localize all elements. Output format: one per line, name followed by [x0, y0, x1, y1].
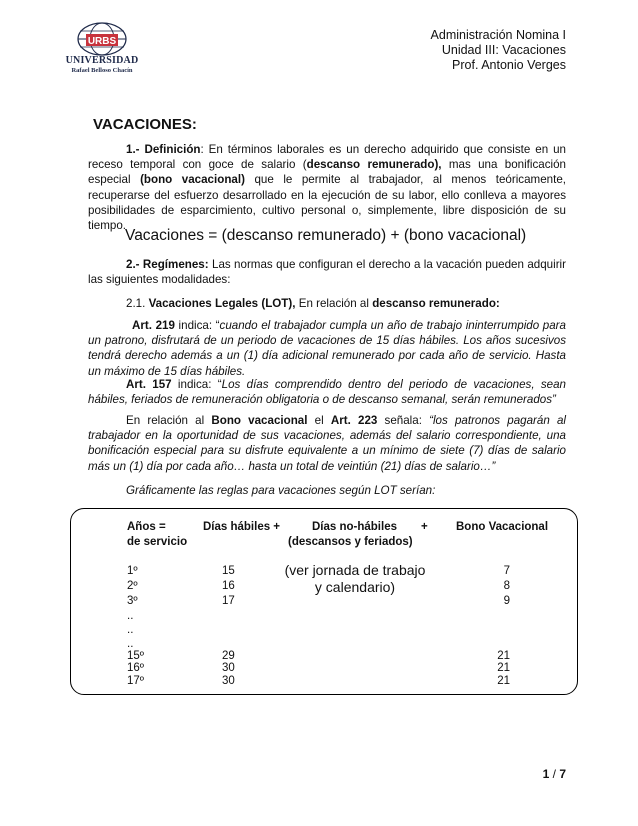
- unit-name: Unidad III: Vacaciones: [441, 43, 566, 57]
- cell-working-days: 30: [222, 675, 235, 687]
- legal-vacations-paragraph: [88, 296, 566, 311]
- header-nonworking-days: Días no-hábiles: [312, 521, 397, 533]
- header-info: [431, 28, 566, 73]
- text-run: indica: “: [171, 378, 222, 391]
- header-years-line2: de servicio: [127, 536, 188, 548]
- cell-year: ..: [127, 638, 134, 650]
- cell-bonus: 7: [503, 565, 510, 577]
- bold-run: descanso remunerado),: [306, 158, 442, 172]
- svg-text:URBS: URBS: [87, 36, 117, 47]
- bold-run: (bono vacacional): [140, 173, 245, 187]
- article-ref: Art. 157: [126, 378, 172, 391]
- text-run: indica: “: [174, 319, 220, 332]
- page-total: 7: [559, 767, 566, 781]
- cell-working-days: 30: [222, 662, 235, 674]
- page-current: 1: [542, 767, 550, 781]
- header-nonworking-sub: (descansos y feriados): [288, 536, 413, 548]
- logo-text-name: Rafael Belloso Chacín: [71, 67, 133, 74]
- page-number: [543, 767, 566, 781]
- text-run: Las normas que configuran el derecho a la vacación pueden adquirir las siguientes modalidades:: [88, 258, 566, 287]
- text-run: En relación al: [126, 414, 212, 427]
- page-separator: /: [549, 767, 560, 781]
- text-run: mas una bonificación especial: [88, 158, 566, 187]
- bonus-paragraph: [88, 413, 566, 474]
- quote-run: “los patronos pagarán al trabajador en la oportunidad de sus vacaciones, además del salario correspondiente, una bonificación especial para su disfrute equivalente a un mínimo de siete (7) días de salario más un (1) día por cada año… hasta un total de veintiún (21) días de salario…”: [88, 414, 567, 473]
- regimes-paragraph: [88, 257, 566, 287]
- definition-paragraph: [88, 142, 566, 233]
- definition-label: 1.- Definición: [126, 143, 201, 156]
- text-run: señala:: [377, 414, 430, 427]
- header-bonus: Bono Vacacional: [456, 521, 549, 533]
- quote-run: Los días comprendido dentro del periodo de vacaciones, sean hábiles, feriados de remuneración obligatoria o de descanso semanal, serán remunerados”: [88, 378, 567, 407]
- table-note-line2: y calendario): [314, 579, 396, 595]
- cell-year: 1º: [127, 565, 138, 577]
- cell-working-days: 29: [222, 650, 235, 662]
- cell-year: 16º: [127, 662, 144, 674]
- bold-run: Bono vacacional: [211, 414, 308, 427]
- header-years-line1: Años =: [127, 521, 166, 533]
- text-run: el: [307, 414, 331, 427]
- cell-working-days: 16: [222, 580, 235, 592]
- cell-year: ..: [127, 610, 134, 622]
- text-run: 2.1.: [126, 297, 149, 310]
- cell-bonus: 21: [497, 662, 510, 674]
- cell-year: ..: [127, 624, 134, 636]
- bold-run: Vacaciones Legales (LOT),: [148, 297, 296, 310]
- text-run: : En términos laborales es un derecho adquirido que consiste en un receso temporal con goce de salario (: [88, 143, 566, 172]
- quote-run: Gráficamente las reglas para vacaciones según LOT serían:: [126, 484, 436, 497]
- cell-bonus: 8: [503, 580, 510, 592]
- bold-run: descanso remunerado:: [372, 297, 500, 310]
- cell-bonus: 21: [497, 675, 510, 687]
- cell-year: 3º: [127, 595, 138, 607]
- cell-bonus: 9: [503, 595, 510, 607]
- course-name: Administración Nomina I: [430, 28, 566, 42]
- regimes-label: 2.- Regímenes:: [126, 258, 209, 271]
- cell-year: 15º: [127, 650, 144, 662]
- vacation-formula: Vacaciones = (descanso remunerado) + (bono vacacional): [125, 227, 527, 244]
- cell-working-days: 17: [222, 595, 235, 607]
- header-working-days: Días hábiles +: [203, 521, 281, 533]
- logo-text-university: UNIVERSIDAD: [65, 55, 139, 66]
- header-plus: +: [421, 521, 428, 533]
- art-219-paragraph: [88, 318, 566, 379]
- header-years: [127, 520, 187, 550]
- globe-icon: [62, 22, 142, 56]
- table-note: [280, 562, 430, 596]
- article-ref: Art. 219: [132, 319, 175, 332]
- document-title: VACACIONES:: [93, 116, 197, 133]
- cell-working-days: 15: [222, 565, 235, 577]
- art-157-paragraph: [88, 377, 566, 407]
- cell-year: 2º: [127, 580, 138, 592]
- table-note-line1: (ver jornada de trabajo: [284, 562, 426, 578]
- quote-run: cuando el trabajador cumpla un año de trabajo ininterrumpido para un patrono, disfrutará de un periodo de vacaciones de 15 días hábiles. Los años sucesivos tendrá derecho además a un (1) día adicional remunerado por cada año de servicio. Hasta un máximo de 15 días hábiles.: [88, 319, 566, 378]
- text-run: que le permite al trabajador, al menos teóricamente, recuperarse del esfuerzo desarrollado en la ejecución de su labor, ello conlleva a mayores posibilidades de esparcimiento, cultivo personal o, simplemente, libre disposición de su tiempo.: [88, 173, 566, 233]
- graphic-intro-paragraph: [88, 483, 566, 498]
- text-run: En relación al: [295, 297, 373, 310]
- article-ref: Art. 223: [330, 414, 378, 427]
- professor-name: Prof. Antonio Verges: [452, 58, 566, 72]
- cell-year: 17º: [127, 675, 144, 687]
- university-logo: [62, 22, 142, 82]
- cell-bonus: 21: [497, 650, 510, 662]
